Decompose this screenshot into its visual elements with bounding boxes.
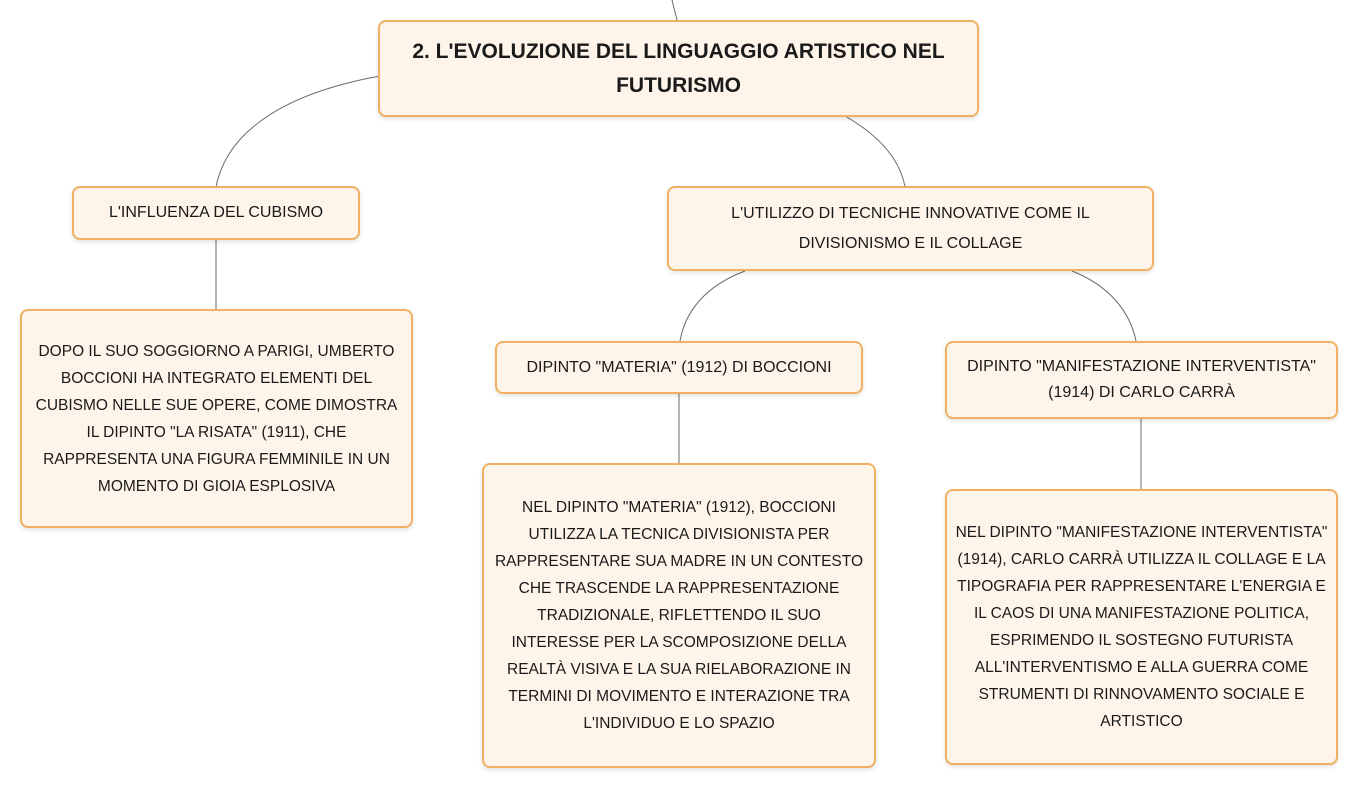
detail-manifestazione-text: NEL DIPINTO "MANIFESTAZIONE INTERVENTISTA" (1914), CARLO CARRÀ UTILIZZA IL COLLAGE E LA TIPOGRAFIA PER RAPPRESENTARE L'ENERGIA E IL CAOS DI UNA MANIFESTAZIONE POLITICA, ESPRIMENDO IL SOSTEGNO FUTURISTA ALL'INTERVENTISMO E ALLA GUERRA COME STRUMENTI DI RINNOVAMENTO SOCIALE E ARTISTICO (955, 524, 1328, 730)
subtopic-materia-label: DIPINTO "MATERIA" (1912) DI BOCCIONI (526, 358, 832, 376)
subtopic-manifestazione[interactable] (945, 341, 1338, 419)
connector-techniques-to-manifestazione (1072, 271, 1136, 341)
root-topic-label: 2. L'EVOLUZIONE DEL LINGUAGGIO ARTISTICO NEL FUTURISMO (412, 39, 945, 97)
connector-root-to-cubism (216, 76, 380, 187)
subtopic-manifestazione-label: DIPINTO "MANIFESTAZIONE INTERVENTISTA" (1914) DI CARLO CARRÀ (967, 358, 1316, 401)
connector-root-to-techniques (845, 116, 905, 187)
topic-innovative-techniques[interactable] (667, 186, 1154, 271)
detail-manifestazione[interactable] (945, 489, 1338, 765)
topic-cubism-influence[interactable] (72, 186, 360, 240)
detail-cubism-text: DOPO IL SUO SOGGIORNO A PARIGI, UMBERTO BOCCIONI HA INTEGRATO ELEMENTI DEL CUBISMO NELLE SUE OPERE, COME DIMOSTRA IL DIPINTO "LA RISATA" (1911), CHE RAPPRESENTA UNA FIGURA FEMMINILE IN UN MOMENTO DI GIOIA ESPLOSIVA (35, 342, 398, 495)
detail-cubism[interactable] (20, 309, 413, 528)
connector-parent-to-root (672, 0, 677, 20)
subtopic-materia[interactable] (495, 341, 863, 394)
topic-innovative-techniques-label: L'UTILIZZO DI TECNICHE INNOVATIVE COME IL DIVISIONISMO E IL COLLAGE (731, 204, 1090, 252)
root-topic[interactable] (378, 20, 979, 117)
detail-materia-text: NEL DIPINTO "MATERIA" (1912), BOCCIONI UTILIZZA LA TECNICA DIVISIONISTA PER RAPPRESENTARE SUA MADRE IN UN CONTESTO CHE TRASCENDE LA RAPPRESENTAZIONE TRADIZIONALE, RIFLETTENDO IL SUO INTERESSE PER LA SCOMPOSIZIONE DELLA REALTÀ VISIVA E LA SUA RIELABORAZIONE IN TERMINI DI MOVIMENTO E INTERAZIONE TRA L'INDIVIDUO E LO SPAZIO (494, 499, 864, 732)
detail-materia[interactable] (482, 463, 876, 768)
connector-techniques-to-materia (680, 271, 745, 341)
topic-cubism-influence-label: L'INFLUENZA DEL CUBISMO (108, 204, 324, 221)
